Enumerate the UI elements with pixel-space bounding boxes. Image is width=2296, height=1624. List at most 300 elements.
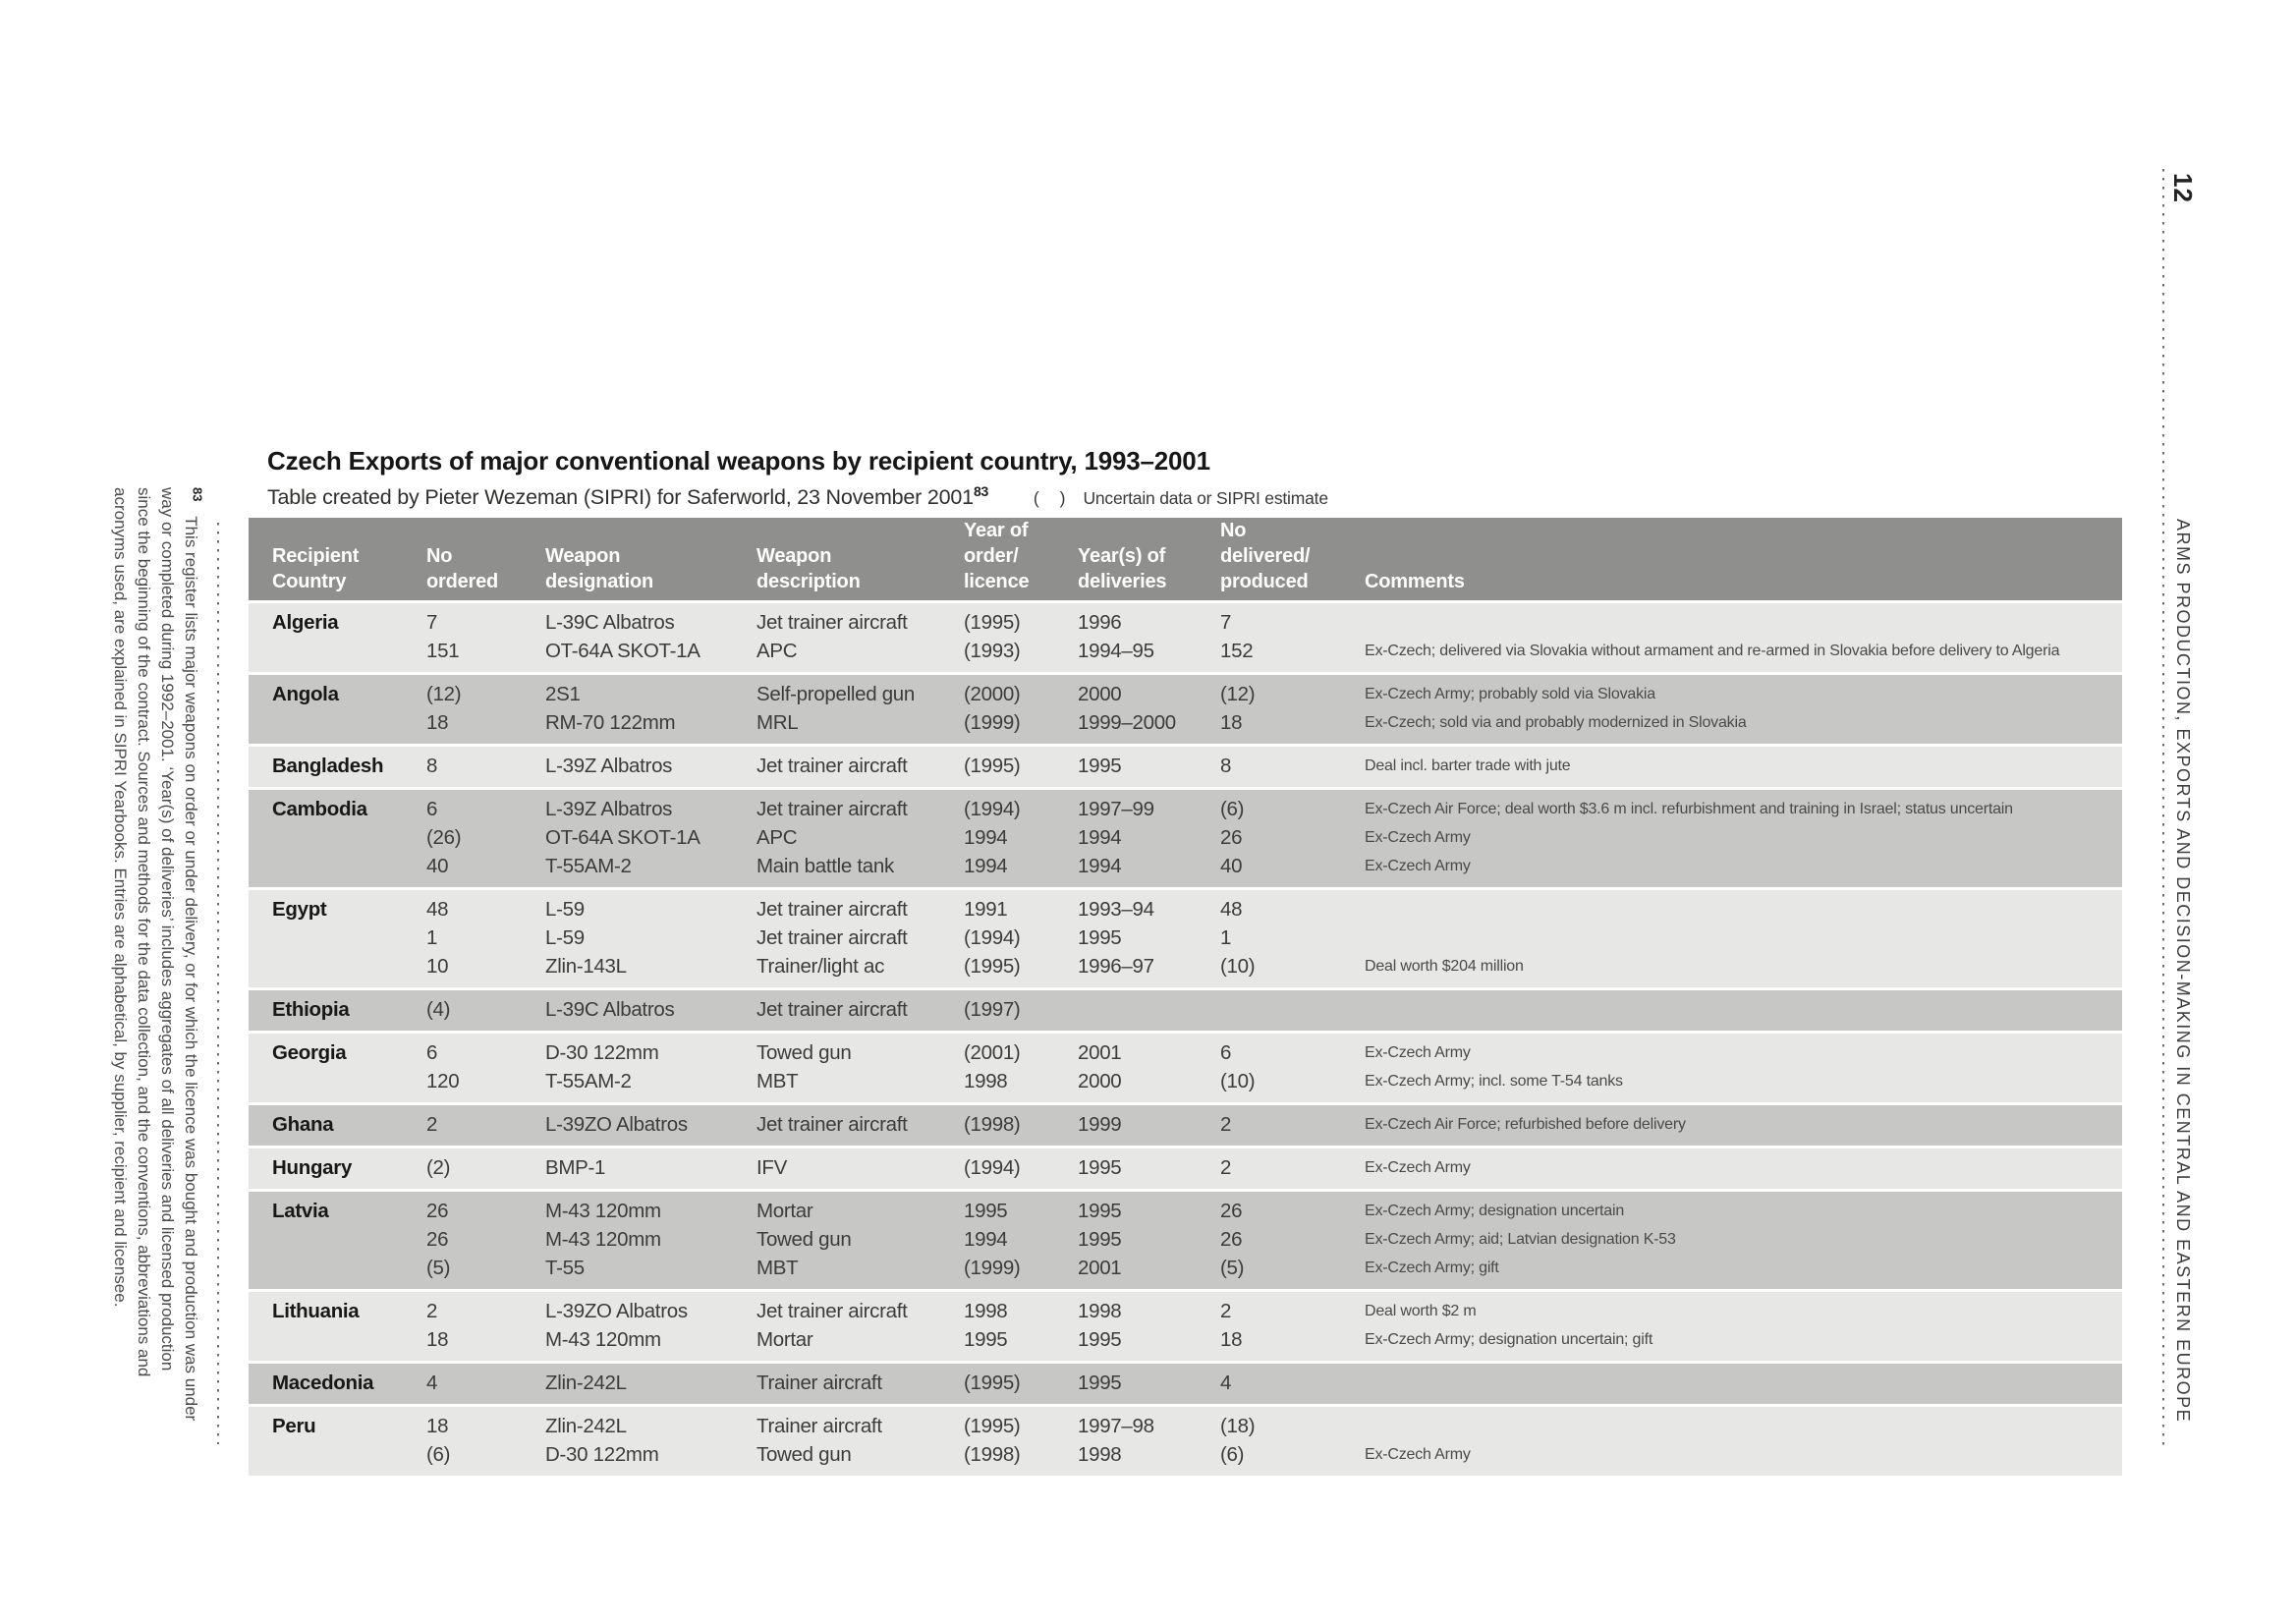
ordered-value: (6) — [426, 1443, 451, 1466]
cell-description — [756, 1297, 964, 1354]
designation-value: T-55AM-2 — [545, 855, 632, 877]
cell-designation — [545, 995, 756, 1024]
cell-year_order — [964, 1412, 1078, 1469]
cell-comments — [1365, 752, 2102, 780]
year_order-value: 1998 — [964, 1070, 1008, 1092]
header-designation — [545, 543, 756, 594]
ordered-value: 26 — [426, 1200, 449, 1222]
delivered-value: 7 — [1220, 611, 1232, 634]
cell-country — [272, 995, 426, 1024]
weapons-table — [249, 518, 2122, 1476]
delivered-value: 6 — [1220, 1041, 1232, 1064]
comment-text — [1365, 608, 2102, 637]
ordered-value: 48 — [426, 898, 449, 921]
year_order-value: 1994 — [964, 855, 1008, 877]
country-name: Cambodia — [272, 798, 367, 820]
year_deliveries-value: 1995 — [1078, 926, 1122, 949]
designation-value: L-39Z Albatros — [545, 755, 673, 777]
ordered-value: 2 — [426, 1113, 438, 1136]
country-name: Ghana — [272, 1113, 334, 1136]
delivered-value: 2 — [1220, 1156, 1232, 1179]
designation-value: Zlin-143L — [545, 955, 627, 978]
footnote-number: 83 — [190, 487, 205, 502]
cell-year_order — [964, 1110, 1078, 1139]
header-line: No — [1220, 520, 1247, 541]
cell-year_deliveries — [1078, 1297, 1220, 1354]
cell-delivered — [1220, 1110, 1365, 1139]
right-dotted-rule — [2162, 169, 2164, 1447]
year_order-value: (1995) — [964, 755, 1021, 777]
cell-designation — [545, 1153, 756, 1182]
year_order-value: (1993) — [964, 640, 1021, 662]
designation-value: Zlin-242L — [545, 1415, 627, 1437]
delivered-value: 26 — [1220, 826, 1243, 849]
year_deliveries-value: 2000 — [1078, 683, 1122, 705]
year_deliveries-value: 1997–99 — [1078, 798, 1154, 820]
footnote-line-text: This register lists major weapons on order or under delivery, or for which the licence was bought and production was under — [182, 516, 200, 1422]
description-value: MRL — [756, 711, 799, 734]
table-row — [249, 1364, 2122, 1404]
comment-text: Ex-Czech Army; aid; Latvian designation K-53 — [1365, 1231, 1676, 1248]
cell-year_deliveries — [1078, 1412, 1220, 1469]
table-row — [249, 1292, 2122, 1361]
year_order-value: (1999) — [964, 711, 1021, 734]
comment-text — [1365, 1412, 2102, 1440]
table-header-row — [249, 518, 2122, 600]
comment-text: Ex-Czech Army — [1365, 858, 1471, 874]
cell-comments — [1365, 1197, 2102, 1282]
cell-comments — [1365, 895, 2102, 980]
cell-description — [756, 1197, 964, 1282]
cell-comments — [1365, 995, 2102, 1024]
country-name: Latvia — [272, 1200, 329, 1222]
ordered-value: 1 — [426, 926, 438, 949]
country-name: Hungary — [272, 1156, 353, 1179]
ordered-value: (4) — [426, 998, 451, 1021]
cell-designation — [545, 1197, 756, 1282]
cell-comments — [1365, 1369, 2102, 1397]
cell-description — [756, 795, 964, 880]
cell-ordered — [426, 1197, 545, 1282]
cell-comments — [1365, 1297, 2102, 1354]
cell-year_deliveries — [1078, 895, 1220, 980]
header-line: description — [756, 571, 861, 592]
year_order-value: 1998 — [964, 1300, 1008, 1322]
year_deliveries-value: 1998 — [1078, 1443, 1122, 1466]
ordered-value: 18 — [426, 711, 449, 734]
cell-year_deliveries — [1078, 1369, 1220, 1397]
header-line: Year(s) of — [1078, 545, 1166, 567]
year_order-value: (1994) — [964, 798, 1021, 820]
ordered-value: (2) — [426, 1156, 451, 1179]
ordered-value: 120 — [426, 1070, 460, 1092]
year_order-value: (1995) — [964, 955, 1021, 978]
cell-designation — [545, 1038, 756, 1095]
footnote-line: acronyms used, are explained in SIPRI Yearbooks. Entries are alphabetical, by supplier, recipient and licensee. — [111, 487, 130, 1308]
cell-comments — [1365, 680, 2102, 737]
cell-delivered — [1220, 752, 1365, 780]
description-value: Trainer aircraft — [756, 1372, 882, 1394]
table-row — [249, 790, 2122, 887]
description-value: Mortar — [756, 1328, 813, 1351]
cell-designation — [545, 1369, 756, 1397]
legend-text: Uncertain data or SIPRI estimate — [1083, 488, 1328, 509]
cell-country — [272, 1038, 426, 1095]
delivered-value: 26 — [1220, 1200, 1243, 1222]
cell-designation — [545, 608, 756, 665]
cell-year_order — [964, 1038, 1078, 1095]
country-name: Ethiopia — [272, 998, 350, 1021]
year_order-value: (1995) — [964, 611, 1021, 634]
cell-description — [756, 752, 964, 780]
comment-text — [1365, 1369, 2102, 1397]
ordered-value: 6 — [426, 798, 438, 820]
country-name: Georgia — [272, 1041, 347, 1064]
cell-description — [756, 680, 964, 737]
table-row — [249, 1105, 2122, 1146]
designation-value: BMP-1 — [545, 1156, 606, 1179]
cell-ordered — [426, 680, 545, 737]
delivered-value: 18 — [1220, 711, 1243, 734]
year_deliveries-value: 1995 — [1078, 1228, 1122, 1251]
delivered-value: 4 — [1220, 1372, 1232, 1394]
cell-year_order — [964, 795, 1078, 880]
designation-value: L-59 — [545, 926, 585, 949]
description-value: Self-propelled gun — [756, 683, 915, 705]
cell-country — [272, 752, 426, 780]
description-value: Towed gun — [756, 1443, 852, 1466]
year_deliveries-value: 2000 — [1078, 1070, 1122, 1092]
year_deliveries-value: 1993–94 — [1078, 898, 1154, 921]
cell-comments — [1365, 1412, 2102, 1469]
delivered-value: 40 — [1220, 855, 1243, 877]
cell-ordered — [426, 995, 545, 1024]
comment-text: Deal incl. barter trade with jute — [1365, 757, 1571, 774]
header-line: order/ — [964, 545, 1019, 567]
cell-delivered — [1220, 1369, 1365, 1397]
country-name: Algeria — [272, 611, 339, 634]
table-row — [249, 747, 2122, 787]
cell-ordered — [426, 1038, 545, 1095]
header-line: Comments — [1365, 571, 1465, 592]
description-value: Jet trainer aircraft — [756, 755, 908, 777]
cell-year_order — [964, 608, 1078, 665]
cell-description — [756, 1153, 964, 1182]
designation-value: L-39ZO Albatros — [545, 1300, 688, 1322]
delivered-value: 18 — [1220, 1328, 1243, 1351]
cell-ordered — [426, 1369, 545, 1397]
year_deliveries-value: 1995 — [1078, 1156, 1122, 1179]
cell-designation — [545, 1412, 756, 1469]
cell-delivered — [1220, 1197, 1365, 1282]
cell-comments — [1365, 1153, 2102, 1182]
year_deliveries-value: 1994 — [1078, 855, 1122, 877]
cell-year_deliveries — [1078, 752, 1220, 780]
cell-year_order — [964, 1297, 1078, 1354]
designation-value: M-43 120mm — [545, 1228, 661, 1251]
header-line: licence — [964, 571, 1030, 592]
cell-ordered — [426, 1110, 545, 1139]
footnote-line: way or completed during 1992–2001. ‘Year(s) of deliveries’ includes aggregates of all deliveries and licensed production — [158, 487, 177, 1372]
description-value: Jet trainer aircraft — [756, 926, 908, 949]
cell-country — [272, 680, 426, 737]
description-value: MBT — [756, 1257, 799, 1279]
cell-year_deliveries — [1078, 795, 1220, 880]
cell-description — [756, 1412, 964, 1469]
header-line: Weapon — [545, 545, 621, 567]
delivered-value: (10) — [1220, 1070, 1256, 1092]
year_order-value: (1994) — [964, 1156, 1021, 1179]
year_order-value: (2000) — [964, 683, 1021, 705]
cell-ordered — [426, 752, 545, 780]
designation-value: OT-64A SKOT-1A — [545, 640, 700, 662]
delivered-value: (6) — [1220, 1443, 1245, 1466]
cell-country — [272, 1412, 426, 1469]
designation-value: L-39Z Albatros — [545, 798, 673, 820]
description-value: Jet trainer aircraft — [756, 998, 908, 1021]
year_order-value: (1998) — [964, 1113, 1021, 1136]
ordered-value: 4 — [426, 1372, 438, 1394]
subtitle-footnote-ref: 83 — [973, 483, 989, 499]
weapons-table-body — [249, 603, 2122, 1476]
footnote-line — [179, 487, 209, 1450]
year_order-value: 1995 — [964, 1328, 1008, 1351]
cell-description — [756, 995, 964, 1024]
header-line: produced — [1220, 571, 1309, 592]
cell-year_order — [964, 680, 1078, 737]
cell-year_order — [964, 1153, 1078, 1182]
year_deliveries-value: 1996–97 — [1078, 955, 1154, 978]
cell-country — [272, 1369, 426, 1397]
side-header: ARMS PRODUCTION, EXPORTS AND DECISION-MAKING IN CENTRAL AND EASTERN EUROPE — [2173, 519, 2193, 1424]
comment-text — [1365, 924, 2102, 952]
country-name: Angola — [272, 683, 339, 705]
delivered-value: 152 — [1220, 640, 1254, 662]
ordered-value: 40 — [426, 855, 449, 877]
cell-comments — [1365, 608, 2102, 665]
ordered-value: (26) — [426, 826, 462, 849]
cell-country — [272, 895, 426, 980]
ordered-value: 18 — [426, 1328, 449, 1351]
comment-text: Ex-Czech Army — [1365, 1159, 1471, 1176]
year_order-value: (1997) — [964, 998, 1021, 1021]
comment-text — [1365, 995, 2102, 1024]
comment-text: Ex-Czech Army; incl. some T-54 tanks — [1365, 1073, 1623, 1090]
cell-year_deliveries — [1078, 1038, 1220, 1095]
comment-text — [1365, 895, 2102, 924]
cell-delivered — [1220, 1297, 1365, 1354]
table-row — [249, 1034, 2122, 1102]
table-row — [249, 1407, 2122, 1476]
cell-designation — [545, 1110, 756, 1139]
country-name: Macedonia — [272, 1372, 374, 1394]
designation-value: L-59 — [545, 898, 585, 921]
comment-text: Ex-Czech Army; designation uncertain — [1365, 1203, 1625, 1219]
year_deliveries-value: 1995 — [1078, 1200, 1122, 1222]
cell-designation — [545, 680, 756, 737]
delivered-value: 8 — [1220, 755, 1232, 777]
cell-year_deliveries — [1078, 1110, 1220, 1139]
legend-symbol: ( ) — [1033, 488, 1074, 509]
ordered-value: 26 — [426, 1228, 449, 1251]
cell-comments — [1365, 1038, 2102, 1095]
header-year_order — [964, 518, 1078, 594]
delivered-value: (6) — [1220, 798, 1245, 820]
cell-designation — [545, 795, 756, 880]
description-value: Mortar — [756, 1200, 813, 1222]
header-year_deliveries — [1078, 543, 1220, 594]
delivered-value: (10) — [1220, 955, 1256, 978]
comment-text: Ex-Czech Army; gift — [1365, 1260, 1499, 1276]
year_deliveries-value: 1995 — [1078, 755, 1122, 777]
table-row — [249, 1148, 2122, 1189]
header-country — [272, 543, 426, 594]
ordered-value: 8 — [426, 755, 438, 777]
description-value: Jet trainer aircraft — [756, 1300, 908, 1322]
table-row — [249, 675, 2122, 744]
cell-year_order — [964, 752, 1078, 780]
country-name: Bangladesh — [272, 755, 384, 777]
cell-ordered — [426, 795, 545, 880]
header-ordered — [426, 543, 545, 594]
year_deliveries-value: 1994 — [1078, 826, 1122, 849]
cell-description — [756, 895, 964, 980]
comment-text: Ex-Czech Army — [1365, 1446, 1471, 1463]
cell-year_order — [964, 1197, 1078, 1282]
comment-text: Ex-Czech Air Force; deal worth $3.6 m incl. refurbishment and training in Israel; status uncertain — [1365, 801, 2013, 817]
cell-delivered — [1220, 895, 1365, 980]
description-value: Jet trainer aircraft — [756, 798, 908, 820]
year_deliveries-value: 1996 — [1078, 611, 1122, 634]
cell-ordered — [426, 1153, 545, 1182]
ordered-value: 151 — [426, 640, 460, 662]
cell-year_order — [964, 995, 1078, 1024]
description-value: Jet trainer aircraft — [756, 898, 908, 921]
ordered-value: 2 — [426, 1300, 438, 1322]
cell-year_deliveries — [1078, 608, 1220, 665]
ordered-value: 18 — [426, 1415, 449, 1437]
designation-value: 2S1 — [545, 683, 581, 705]
header-line: Weapon — [756, 545, 832, 567]
cell-country — [272, 1110, 426, 1139]
designation-value: OT-64A SKOT-1A — [545, 826, 700, 849]
year_deliveries-value: 1994–95 — [1078, 640, 1154, 662]
designation-value: L-39C Albatros — [545, 611, 675, 634]
designation-value: L-39ZO Albatros — [545, 1113, 688, 1136]
year_deliveries-value: 1995 — [1078, 1372, 1122, 1394]
cell-delivered — [1220, 795, 1365, 880]
cell-delivered — [1220, 995, 1365, 1024]
footnote — [108, 487, 209, 1450]
cell-delivered — [1220, 1412, 1365, 1469]
table-row — [249, 603, 2122, 672]
year_order-value: (1995) — [964, 1372, 1021, 1394]
comment-text: Ex-Czech Army — [1365, 829, 1471, 846]
delivered-value: (12) — [1220, 683, 1256, 705]
ordered-value: (5) — [426, 1257, 451, 1279]
cell-delivered — [1220, 1038, 1365, 1095]
country-name: Peru — [272, 1415, 316, 1437]
comment-text: Ex-Czech; delivered via Slovakia without armament and re-armed in Slovakia before delivery to Algeria — [1365, 643, 2060, 659]
cell-ordered — [426, 1412, 545, 1469]
description-value: Trainer aircraft — [756, 1415, 882, 1437]
year_deliveries-value: 1999 — [1078, 1113, 1122, 1136]
cell-comments — [1365, 1110, 2102, 1139]
header-description — [756, 543, 964, 594]
delivered-value: (5) — [1220, 1257, 1245, 1279]
year_deliveries-value: 1997–98 — [1078, 1415, 1154, 1437]
designation-value: T-55AM-2 — [545, 1070, 632, 1092]
header-delivered — [1220, 518, 1365, 594]
country-name: Egypt — [272, 898, 327, 921]
delivered-value: 48 — [1220, 898, 1243, 921]
description-value: IFV — [756, 1156, 787, 1179]
cell-ordered — [426, 895, 545, 980]
cell-year_deliveries — [1078, 995, 1220, 1024]
cell-ordered — [426, 608, 545, 665]
comment-text: Ex-Czech Air Force; refurbished before delivery — [1365, 1116, 1686, 1133]
header-line: deliveries — [1078, 571, 1167, 592]
designation-value: M-43 120mm — [545, 1328, 661, 1351]
ordered-value: 10 — [426, 955, 449, 978]
header-line: No — [426, 545, 453, 567]
year_order-value: 1994 — [964, 826, 1008, 849]
cell-designation — [545, 895, 756, 980]
year_order-value: (1995) — [964, 1415, 1021, 1437]
cell-year_order — [964, 895, 1078, 980]
delivered-value: 1 — [1220, 926, 1232, 949]
cell-description — [756, 608, 964, 665]
year_deliveries-value: 1999–2000 — [1078, 711, 1176, 734]
year_deliveries-value: 2001 — [1078, 1041, 1122, 1064]
description-value: Towed gun — [756, 1228, 852, 1251]
designation-value: D-30 122mm — [545, 1443, 659, 1466]
year_deliveries-value: 1998 — [1078, 1300, 1122, 1322]
description-value: Main battle tank — [756, 855, 894, 877]
cell-country — [272, 795, 426, 880]
cell-description — [756, 1110, 964, 1139]
year_deliveries-value: 1995 — [1078, 1328, 1122, 1351]
year_order-value: (2001) — [964, 1041, 1021, 1064]
left-dotted-rule — [217, 523, 219, 1444]
description-value: Trainer/light ac — [756, 955, 885, 978]
designation-value: D-30 122mm — [545, 1041, 659, 1064]
header-line: Country — [272, 571, 347, 592]
header-line: delivered/ — [1220, 545, 1311, 567]
description-value: Jet trainer aircraft — [756, 611, 908, 634]
designation-value: T-55 — [545, 1257, 585, 1279]
table-row — [249, 990, 2122, 1031]
year_deliveries-value — [1078, 995, 1220, 1024]
comment-text: Ex-Czech Army; probably sold via Slovakia — [1365, 686, 1655, 702]
year_order-value: 1995 — [964, 1200, 1008, 1222]
delivered-value: 26 — [1220, 1228, 1243, 1251]
ordered-value: 6 — [426, 1041, 438, 1064]
description-value: APC — [756, 826, 798, 849]
delivered-value: 2 — [1220, 1300, 1232, 1322]
header-line: ordered — [426, 571, 499, 592]
cell-designation — [545, 1297, 756, 1354]
page-number: 12 — [2168, 173, 2198, 203]
designation-value: M-43 120mm — [545, 1200, 661, 1222]
year_order-value: (1994) — [964, 926, 1021, 949]
table-subtitle — [267, 483, 1328, 510]
cell-year_deliveries — [1078, 1197, 1220, 1282]
cell-delivered — [1220, 680, 1365, 737]
year_deliveries-value: 2001 — [1078, 1257, 1122, 1279]
footnote-line: since the beginning of the contract. Sources and methods for the data collection, and the conventions, abbreviations and — [135, 487, 153, 1377]
cell-country — [272, 1153, 426, 1182]
